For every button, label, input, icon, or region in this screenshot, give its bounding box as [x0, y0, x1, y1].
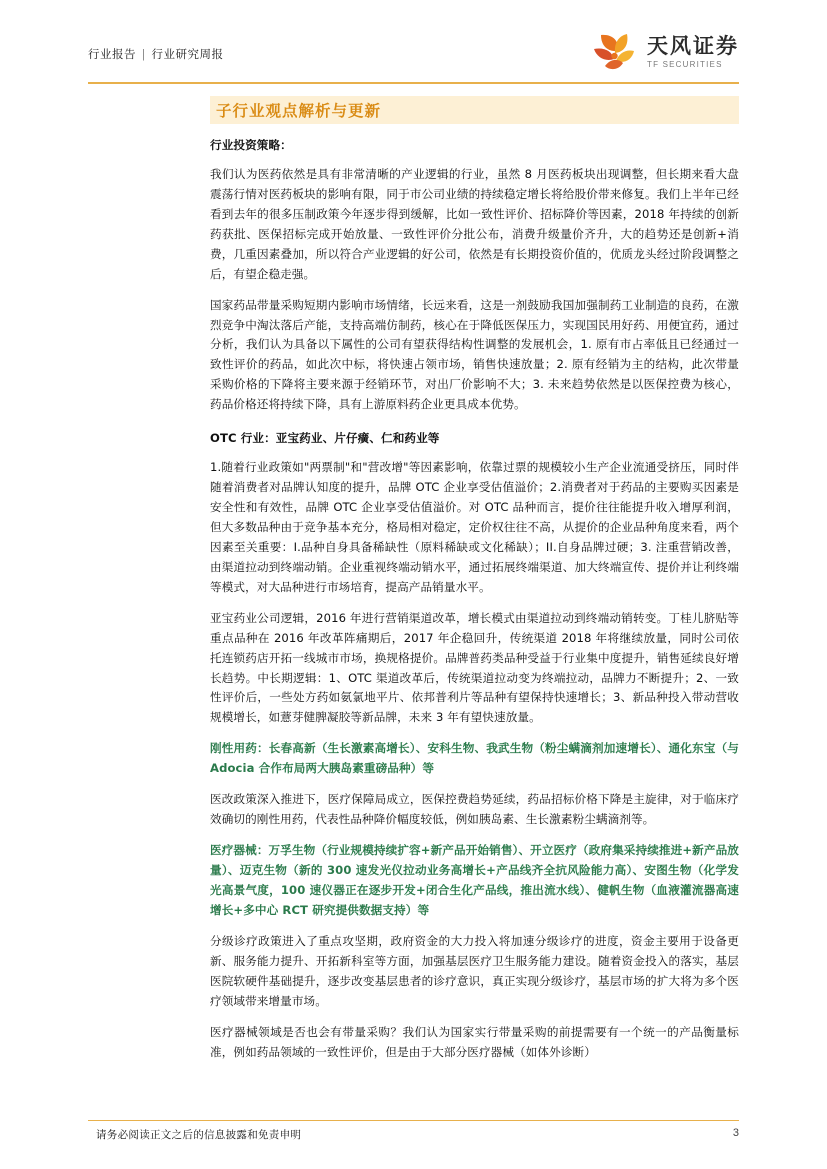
paragraph-2: 国家药品带量采购短期内影响市场情绪，长远来看，这是一剂鼓励我国加强制药工业制造的良药，在激烈竞争中淘汰落后产能，支持高端仿制药，核心在于降低医保压力，实现国民用好药、用便宜药，通过分析，我们认为具备以下属性的公司有望获得结构性调整的发展机会，1. 原有市占率低且已经通过一致性评价的药品，如此次中标，将快速占领市场，销售快速放量；2. 原有经销为主的结构，此次带量采购价格的下降将主要来源于经销环节，对出厂价影响不大；3. 未来趋势依然是以医保控费为核心，药品价格还将持续下降，具有上游原料药企业更具成本优势。 — [210, 297, 739, 412]
company-logo — [591, 30, 739, 74]
page-header — [88, 30, 739, 82]
paragraph-6: 医改政策深入推进下，医疗保障局成立，医保控费趋势延续，药品招标价格下降是主旋律，对于临床疗效确切的刚性用药，代表性品种降价幅度较低，例如胰岛素、生长激素粉尘螨滴剂等。 — [210, 792, 739, 827]
document-body — [210, 134, 739, 1073]
breadcrumb — [88, 46, 224, 62]
breadcrumb-secondary: 行业研究周报 — [151, 49, 224, 61]
logo-name-cn: 天风证券 — [647, 33, 739, 58]
header-divider — [88, 82, 739, 84]
page-number: 3 — [732, 1127, 739, 1139]
paragraph-1: 我们认为医药依然是具有非常清晰的产业逻辑的行业，虽然 8 月医药板块出现调整，但长期来看大盘震荡行情对医药板块的影响有限，同于市公司业绩的持续稳定增长将给股价带来修复。我们上半年已经看到去年的很多压制政策今年逐步得到缓解，比如一致性评价、招标降价等因素，2018 年持续的创新药获批、医保招标完成开始放量、一致性评价分批公布，消费升级量价齐升，大的趋势还是创新+消费，几重因素叠加，所以符合产业逻辑的好公司，依然是有长期投资价值的，优质龙头经过阶段调整之后，有望企稳走强。 — [210, 166, 739, 281]
section-heading-investment-strategy: 行业投资策略： — [210, 138, 292, 152]
logo-wordmark — [647, 35, 739, 69]
logo-leaf-icon — [591, 30, 637, 74]
page-title: 子行业观点解析与更新 — [216, 102, 382, 120]
breadcrumb-separator: | — [142, 49, 146, 61]
paragraph-4: 亚宝药业公司逻辑，2016 年进行营销渠道改革，增长模式由渠道拉动到终端动销转变。丁桂儿脐贴等重点品种在 2016 年改革阵痛期后，2017 年企稳回升，传统渠道 2018 年将继续放量，同时公司依托连锁药店开拓一线城市市场，换规格提价。品牌普药类品种受益于行业集中度提升，销售延续良好增长趋势。中长期逻辑：1、OTC 渠道改革后，传统渠道拉动变为终端拉动，品牌力不断提升；2、一致性评价后，一些处方药如氨氯地平片、依邦普利片等品种有望保持快速增长；3、新品种投入带动营收规模增长，如薏芽健脾凝胶等新品牌，未来 3 年有望快速放量。 — [210, 610, 739, 725]
paragraph-5-rigid-demand-drugs: 刚性用药：长春高新（生长激素高增长）、安科生物、我武生物（粉尘螨滴剂加速增长）、通化东宝（与 Adocia 合作布局两大胰岛素重磅品种）等 — [210, 741, 739, 776]
paragraph-7-medical-devices: 医疗器械：万孚生物（行业规模持续扩容+新产品开始销售）、开立医疗（政府集采持续推进+新产品放量）、迈克生物（新的 300 速发光仪拉动业务高增长+产品线齐全抗风险能力高）、安图生物（化学发光高景气度，100 速仪器正在逐步开发+闭合生化产品线，推出流水线）、健帆生物（血液灌流器高速增长+多中心 RCT 研究提供数据支持）等 — [210, 843, 739, 917]
section-title-band — [210, 96, 739, 124]
logo-name-en: TF SECURITIES — [647, 59, 723, 69]
paragraph-8: 分级诊疗政策进入了重点攻坚期，政府资金的大力投入将加速分级诊疗的进度，资金主要用于设备更新、服务能力提升、开拓新科室等方面，加强基层医疗卫生服务能力建设。随着资金投入的落实，基层医院软硬件基础提升，逐步改变基层患者的诊疗意识，真正实现分级诊疗，基层市场的扩大将为多个医疗领域带来增量市场。 — [210, 933, 739, 1008]
breadcrumb-primary: 行业报告 — [88, 49, 136, 61]
page-footer — [88, 1125, 739, 1145]
paragraph-9: 医疗器械领域是否也会有带量采购？我们认为国家实行带量采购的前提需要有一个统一的产品衡量标准，例如药品领域的一致性评价，但是由于大部分医疗器械（如体外诊断） — [210, 1024, 739, 1059]
paragraph-3: 1.随着行业政策如"两票制"和"营改增"等因素影响，依靠过票的规模较小生产企业流通受挤压，同时伴随着消费者对品牌认知度的提升，品牌 OTC 企业享受估值溢价；2.消费者对于药品的主要购买因素是安全性和有效性，品牌 OTC 企业享受估值溢价。对 OTC 品种而言，提价往往能提升收入增厚利润，但大多数品种由于竞争基本充分，格局相对稳定，定价权往往不高，从提价的企业品种角度来看，两个因素至关重要：I.品种自身具备稀缺性（原料稀缺或文化稀缺）；II.自身品牌过硬；3. 注重营销改善，由渠道拉动到终端动销。企业重视终端动销水平，通过拓展终端渠道、加大终端宣传、提价并让利终端等模式，对大品种进行市场培育，提高产品销量水平。 — [210, 460, 739, 594]
footer-disclaimer: 请务必阅读正文之后的信息披露和免责申明 — [96, 1129, 302, 1141]
footer-divider — [88, 1120, 739, 1122]
section-heading-otc: OTC 行业：亚宝药业、片仔癀、仁和药业等 — [210, 431, 440, 446]
